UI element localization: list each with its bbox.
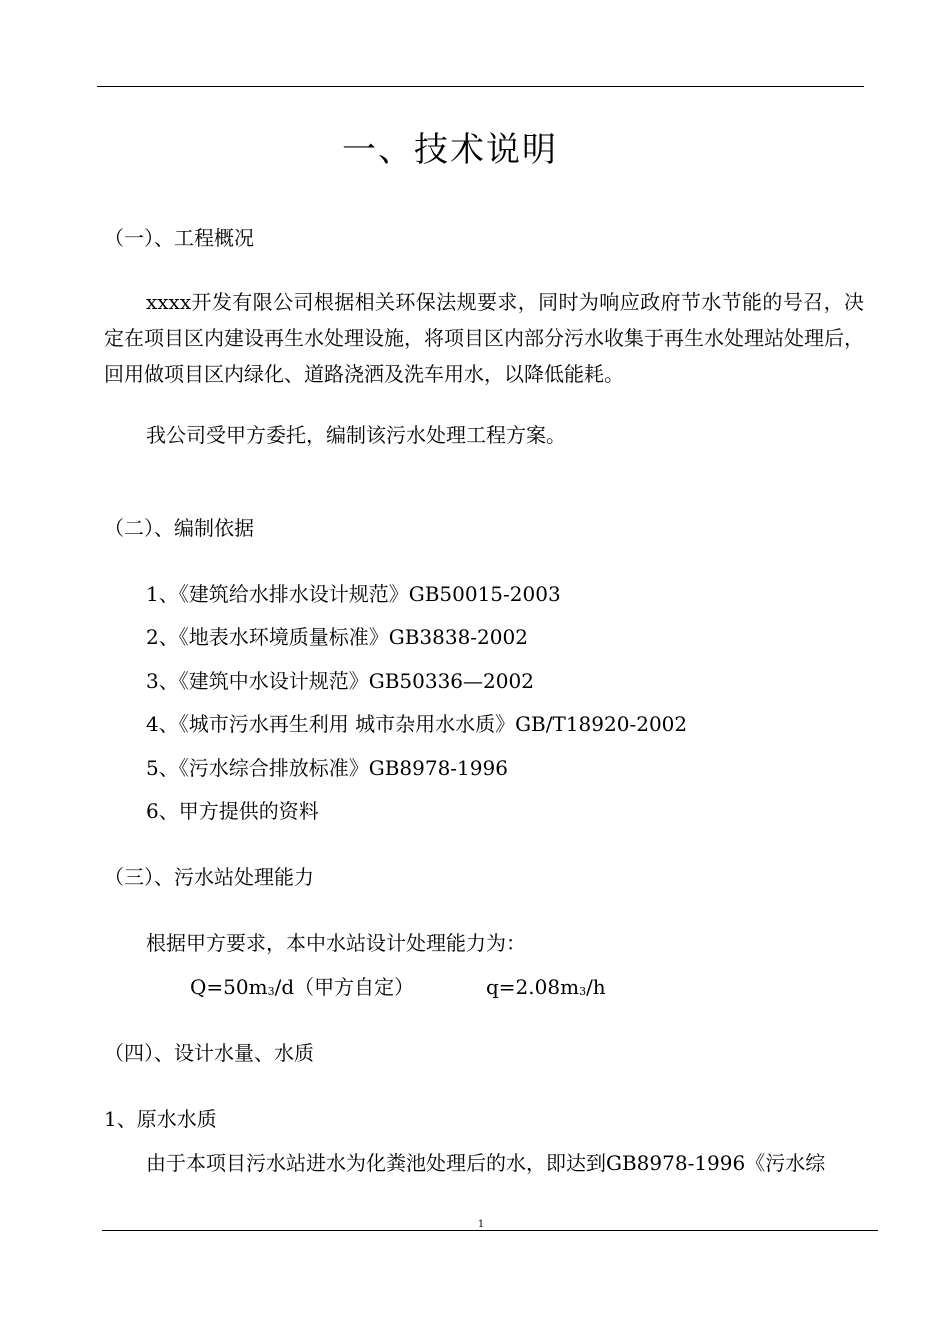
raw-water-subheading: 1、原水水质 — [104, 1107, 217, 1131]
section-heading-basis: （二）、编制依据 — [104, 516, 254, 540]
daily-capacity: Q=50m3/d（甲方自定） — [190, 975, 415, 999]
document-title: 一、技术说明 — [342, 130, 558, 170]
basis-item: 6、甲方提供的资料 — [146, 799, 319, 823]
basis-item: 1、《建筑给水排水设计规范》GB50015-2003 — [146, 582, 561, 606]
section-heading-water-quality: （四）、设计水量、水质 — [104, 1041, 314, 1065]
raw-water-paragraph: 由于本项目污水站进水为化粪池处理后的水，即达到GB8978-1996《污水综 — [146, 1151, 826, 1175]
capacity-intro: 根据甲方要求，本中水站设计处理能力为： — [146, 931, 526, 955]
hourly-capacity: q=2.08m3/h — [486, 975, 606, 999]
commission-paragraph: 我公司受甲方委托，编制该污水处理工程方案。 — [146, 423, 566, 447]
footer-rule — [102, 1230, 878, 1231]
header-rule — [97, 86, 864, 87]
section-heading-capacity: （三）、污水站处理能力 — [104, 865, 314, 889]
page-number: 1 — [477, 1219, 485, 1230]
basis-item: 3、《建筑中水设计规范》GB50336—2002 — [146, 669, 534, 693]
basis-item: 2、《地表水环境质量标准》GB3838-2002 — [146, 625, 528, 649]
basis-item: 5、《污水综合排放标准》GB8978-1996 — [146, 756, 508, 780]
basis-item: 4、《城市污水再生利用 城市杂用水水质》GB/T18920-2002 — [146, 712, 688, 736]
section-heading-overview: （一）、工程概况 — [104, 226, 254, 250]
overview-paragraph: xxxx开发有限公司根据相关环保法规要求，同时为响应政府节水节能的号召，决定在项目区内建设再生水处理设施，将项目区内部分污水收集于再生水处理站处理后，回用做项目区内绿化、道路浇洒及洗车用水，以降低能耗。 — [104, 290, 864, 386]
